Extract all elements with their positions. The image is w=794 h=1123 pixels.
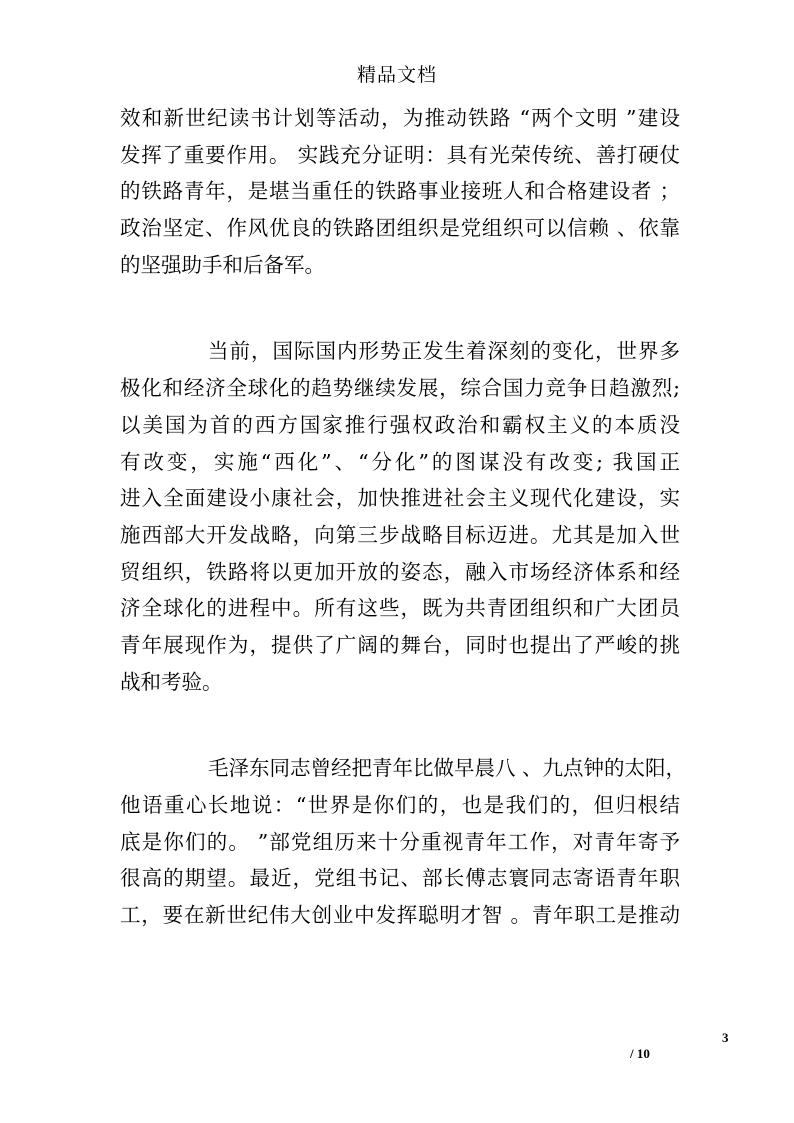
text-line: 有改变，实施“西化”、“分化”的图谋没有改变; 我国正 [120,449,680,474]
text-line: 青年展现作为，提供了广阔的舞台，同时也提出了严峻的挑 [120,632,680,657]
text-line: 政治坚定、作风优良的铁路团组织是党组织可以信赖 、依靠 [120,216,680,241]
document-body [120,100,687,934]
page-number: 3 [722,1030,729,1045]
text-line: 工，要在新世纪伟大创业中发挥聪明才智 。青年职工是推动 [120,903,680,928]
paragraph-2 [120,333,680,700]
text-line: 当前，国际国内形势正发生着深刻的变化，世界多 [208,339,680,364]
text-line: 战和考验。 [120,669,223,694]
text-line: 的坚强助手和后备军。 [120,252,325,277]
text-line: 济全球化的进程中。所有这些，既为共青团组织和广大团员 [120,596,680,621]
text-line: 以美国为首的西方国家推行强权政治和霸权主义的本质没 [120,412,680,437]
paragraph-1 [120,100,680,283]
text-line: 极化和经济全球化的趋势继续发展，综合国力竞争日趋激烈; [120,376,680,401]
text-line: 底是你们的。 ”部党组历来十分重视青年工作，对青年寄予 [120,829,680,854]
text-line: 进入全面建设小康社会，加快推进社会主义现代化建设，实 [120,486,680,511]
text-line: 施西部大开发战略，向第三步战略目标迈进。尤其是加入世 [120,522,680,547]
text-line: 发挥了重要作用。 实践充分证明：具有光荣传统、善打硬仗 [120,142,680,167]
document-header: 精品文档 [356,64,437,86]
text-line: 效和新世纪读书计划等活动，为推动铁路 “两个文明 ”建设 [120,106,680,130]
text-line: 毛泽东同志曾经把青年比做早晨八 、九点钟的太阳， [208,756,687,781]
text-line: 贸组织，铁路将以更加开放的姿态，融入市场经济体系和经 [120,559,680,584]
text-line: 的铁路青年，是堪当重任的铁路事业接班人和合格建设者 ； [120,179,680,204]
paragraph-gap [120,700,680,750]
text-line: 很高的期望。最近，党组书记、部长傅志寰同志寄语青年职 [120,866,680,891]
text-line: 他语重心长地说：“世界是你们的，也是我们的，但归根结 [120,793,680,817]
paragraph-gap [120,283,680,333]
page-total: / 10 [630,1046,650,1061]
paragraph-3 [120,750,687,933]
